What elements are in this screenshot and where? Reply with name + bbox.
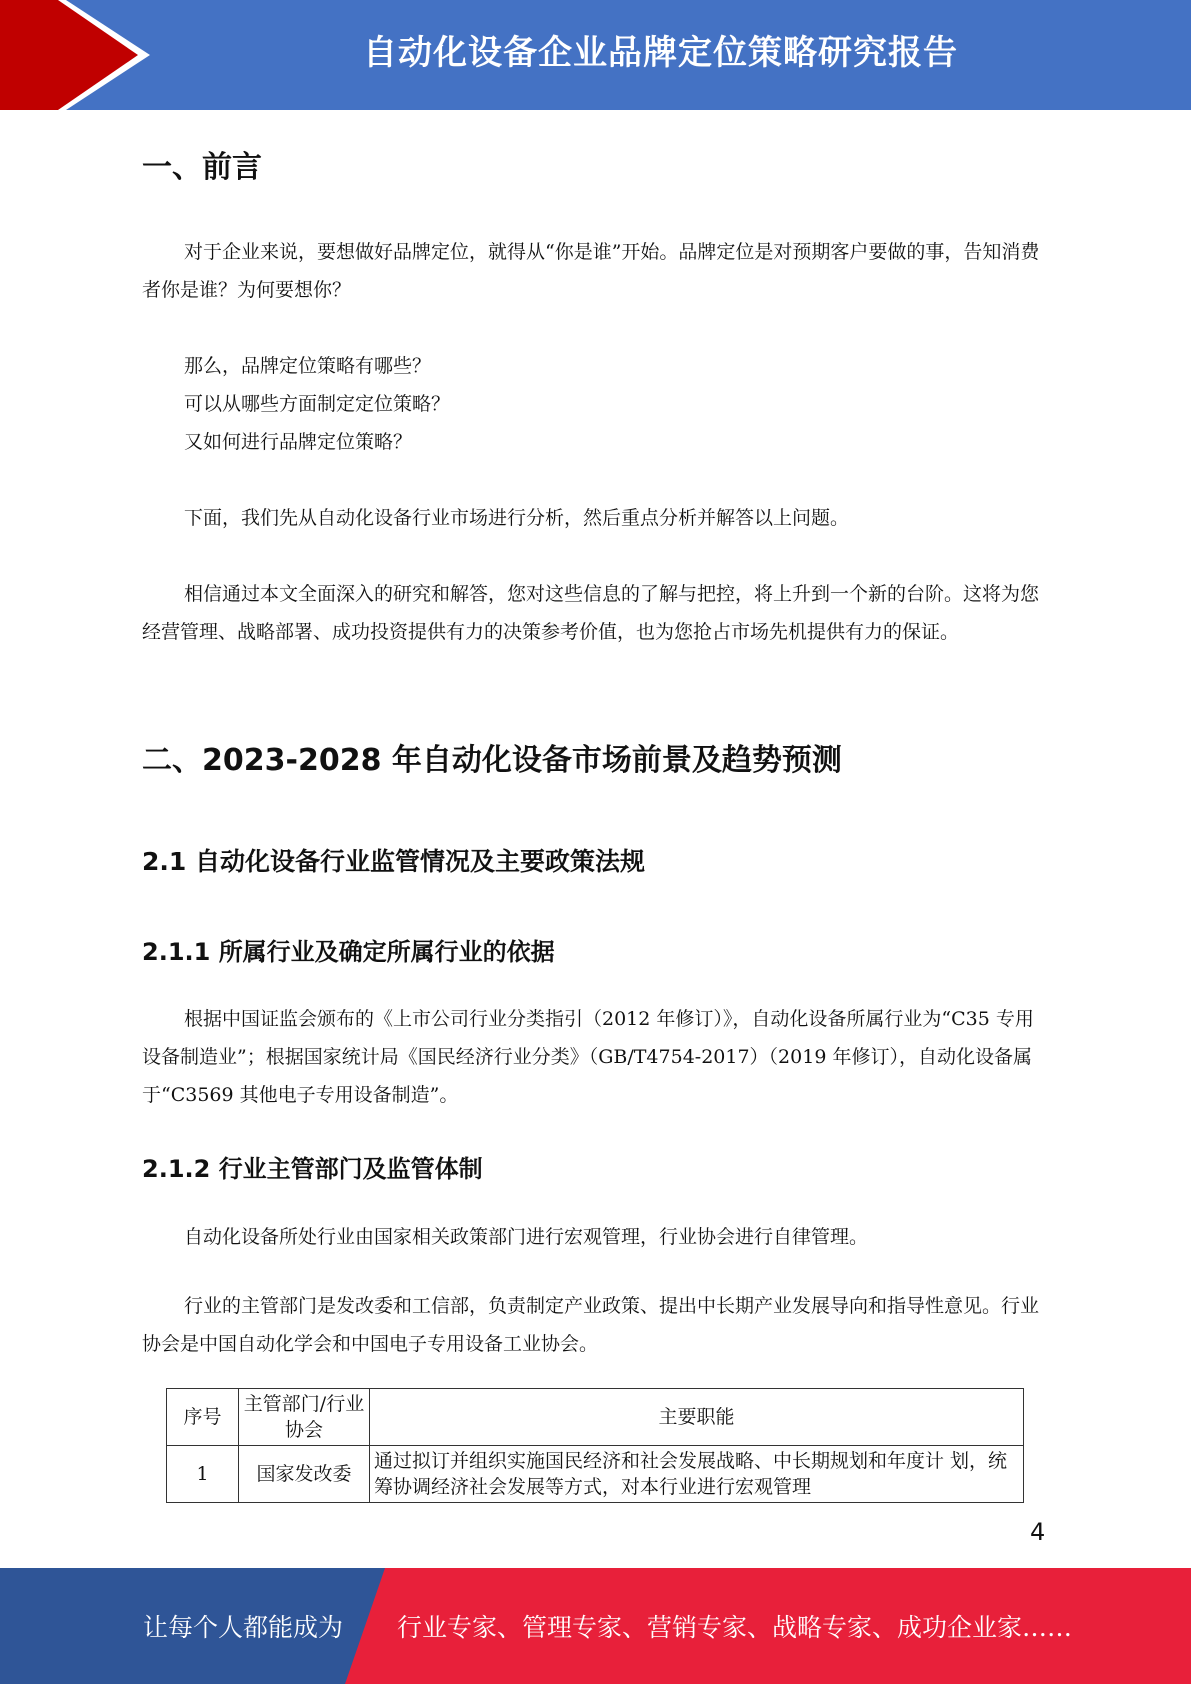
table-header-row [167, 1389, 1024, 1446]
cell-dept: 国家发改委 [239, 1446, 370, 1503]
cell-duty: 通过拟订并组织实施国民经济和社会发展战略、中长期规划和年度计 划，统筹协调经济社会发展等方式，对本行业进行宏观管理 [370, 1446, 1024, 1503]
paragraph-intro: 对于企业来说，要想做好品牌定位，就得从“你是谁”开始。品牌定位是对预期客户要做的事，告知消费者你是谁？为何要想你？ [142, 241, 1040, 301]
cell-no: 1 [167, 1446, 239, 1503]
paragraph-value: 相信通过本文全面深入的研究和解答，您对这些信息的了解与把控，将上升到一个新的台阶。这将为您经营管理、战略部署、成功投资提供有力的决策参考价值，也为您抢占市场先机提供有力的保证。 [142, 583, 1040, 643]
header-cell-duty: 主要职能 [370, 1389, 1024, 1446]
footer-slogan: 让每个人都能成为 [143, 1613, 344, 1642]
header-cell-no: 序号 [167, 1389, 239, 1446]
table-row [167, 1446, 1024, 1503]
question-3: 又如何进行品牌定位策略？ [184, 431, 413, 453]
header-cell-dept: 主管部门/行业协会 [239, 1389, 370, 1446]
paragraph-analysis: 下面，我们先从自动化设备行业市场进行分析，然后重点分析并解答以上问题。 [184, 507, 850, 529]
report-title: 自动化设备企业品牌定位策略研究报告 [363, 33, 958, 73]
page-number: 4 [1030, 1518, 1046, 1546]
section-heading-forecast: 二、2023-2028 年自动化设备市场前景及趋势预测 [142, 743, 842, 778]
footer-banner [0, 1568, 1191, 1684]
paragraph-authorities: 行业的主管部门是发改委和工信部，负责制定产业政策、提出中长期产业发展导向和指导性意见。行业协会是中国自动化学会和中国电子专用设备工业协会。 [142, 1295, 1040, 1355]
footer-roles: 行业专家、管理专家、营销专家、战略专家、成功企业家…… [397, 1613, 1073, 1642]
header-banner [0, 0, 1191, 110]
section-heading-preface: 一、前言 [142, 150, 262, 185]
subheading-2-1: 2.1 自动化设备行业监管情况及主要政策法规 [142, 847, 645, 876]
subheading-2-1-1: 2.1.1 所属行业及确定所属行业的依据 [142, 938, 555, 966]
regulator-table [166, 1388, 1024, 1503]
subheading-2-1-2: 2.1.2 行业主管部门及监管体制 [142, 1155, 483, 1183]
question-2: 可以从哪些方面制定定位策略？ [184, 393, 451, 415]
paragraph-regulation: 自动化设备所处行业由国家相关政策部门进行宏观管理，行业协会进行自律管理。 [184, 1226, 869, 1248]
question-1: 那么，品牌定位策略有哪些？ [184, 355, 432, 377]
paragraph-industry-classification: 根据中国证监会颁布的《上市公司行业分类指引（2012 年修订）》，自动化设备所属行业为“C35 专用设备制造业”；根据国家统计局《国民经济行业分类》（GB/T4754-2017）（2019 年修订），自动化设备属于“C3569 其他电子专用设备制造”。 [142, 1008, 1034, 1106]
